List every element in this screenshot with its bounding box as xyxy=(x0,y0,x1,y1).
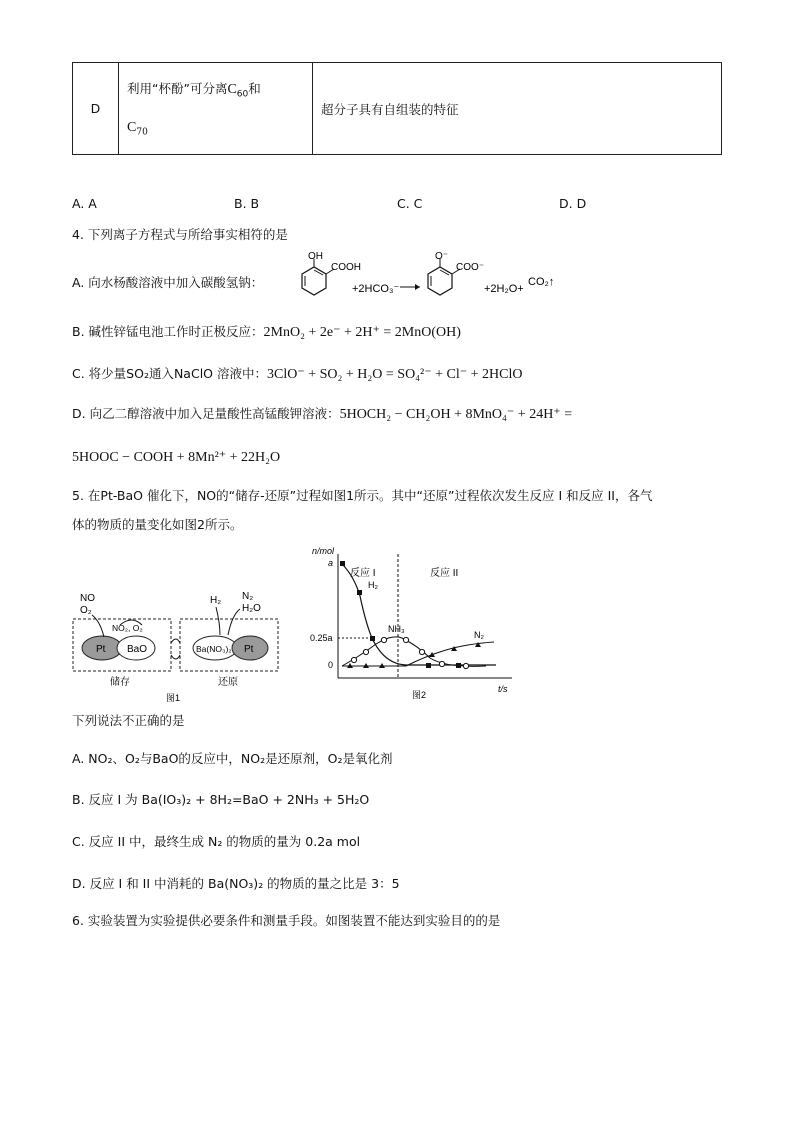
h2o-label: H₂O xyxy=(242,603,261,614)
cycle-arrow-bottom xyxy=(171,655,180,659)
tick-a: a xyxy=(328,558,334,568)
x-axis-label: t/s xyxy=(498,684,508,694)
no2-o2-label: NO₂, O₂ xyxy=(112,623,143,633)
reaction-1-label: 反应 I xyxy=(350,568,376,579)
row-left-line2 xyxy=(127,118,311,138)
nh3-point xyxy=(439,661,444,666)
nh3-curve-label: NH₃ xyxy=(388,624,405,634)
h2-point xyxy=(340,561,345,566)
figure-2-caption: 图2 xyxy=(412,690,427,700)
q3-option-a: A. A xyxy=(72,196,97,211)
tick-quarter-a: 0.25a xyxy=(310,633,333,643)
row-right-cell xyxy=(313,63,722,155)
pt-label-left: Pt xyxy=(96,644,106,655)
plus-h2o: +2H₂O+ xyxy=(484,283,524,295)
reaction-arrow-head xyxy=(415,284,420,290)
figure-1 xyxy=(70,585,282,705)
q5-prompt: 下列说法不正确的是 xyxy=(72,713,185,728)
h2-point xyxy=(426,663,431,668)
coo-minus-label: COO⁻ xyxy=(456,262,485,273)
q5-option-c: C. 反应 II 中，最终生成 N₂ 的物质的量为 0.2a mol xyxy=(72,834,361,849)
q4-stem: 4. 下列离子方程式与所给事实相符的是 xyxy=(72,227,288,242)
reaction-2-label: 反应 II xyxy=(430,568,459,579)
c70-sub: 70 xyxy=(136,127,148,138)
store-arrow xyxy=(92,615,104,637)
row-left-text: 利用“杯酚”可分离 xyxy=(127,81,228,96)
q4-b-prefix: B. 碱性锌锰电池工作时正极反应： xyxy=(72,324,264,339)
reduce-arrow xyxy=(216,607,220,635)
h2-curve-label: H₂ xyxy=(368,580,378,590)
reduce-arrow-2 xyxy=(228,609,240,635)
pt-label-right: Pt xyxy=(244,644,254,655)
q4-c-prefix: C. 将少量SO₂通入NaClO 溶液中： xyxy=(72,366,267,381)
salicylate-structure xyxy=(428,252,484,295)
reduce-label: 还原 xyxy=(218,677,238,688)
q4-d xyxy=(72,405,572,424)
q6-stem: 6. 实验装置为实验提供必要条件和测量手段。如图装置不能达到实验目的的是 xyxy=(72,913,501,928)
q5-option-a: A. NO₂、O₂与BaO的反应中，NO₂是还原剂，O₂是氧化剂 xyxy=(72,751,393,766)
tick-zero: 0 xyxy=(328,660,334,670)
h2-label: H₂ xyxy=(210,595,222,606)
nh3-point xyxy=(363,649,368,654)
q5-stem-2: 体的物质的量变化如图2所示。 xyxy=(72,517,243,532)
row-label xyxy=(73,63,119,155)
q3-option-c: C. C xyxy=(397,196,423,211)
c70: C xyxy=(127,120,137,135)
row-right-text: 超分子具有自组装的特征 xyxy=(321,101,459,117)
and-text: 和 xyxy=(248,81,261,96)
oh-label: OH xyxy=(308,252,323,262)
n2-point xyxy=(475,642,481,647)
q4-b xyxy=(72,323,461,342)
nh3-point xyxy=(381,637,386,642)
o2-label: O₂ xyxy=(80,605,92,616)
q4-d-equation-2: 5HOOC − COOH + 8Mn²⁺ + 22H₂O xyxy=(72,450,281,465)
bano3-label: Ba(NO₃)₂ xyxy=(196,644,232,654)
q4-a-prefix: A. 向水杨酸溶液中加入碳酸氢钠： xyxy=(72,275,264,290)
row-label-text: D xyxy=(90,100,101,116)
q4-d-prefix: D. 向乙二醇溶液中加入足量酸性高锰酸钾溶液： xyxy=(72,406,340,421)
nh3-point xyxy=(403,637,408,642)
row-left-line1 xyxy=(127,79,311,100)
nh3-point xyxy=(419,649,424,654)
c60-sub: 60 xyxy=(236,89,249,100)
o-minus-label: O⁻ xyxy=(435,252,449,262)
salicylic-equation xyxy=(284,252,604,304)
y-axis-label: n/mol xyxy=(312,546,335,556)
no-label: NO xyxy=(80,593,95,604)
nh3-point xyxy=(351,657,356,662)
nh3-point xyxy=(463,663,468,668)
q5-stem-1: 5. 在Pt-BaO 催化下，NO的“储存-还原”过程如图1所示。其中“还原”过程依次发生反应 I 和反应 II，各气 xyxy=(72,488,653,503)
options-table xyxy=(72,62,722,155)
n2-curve-label: N₂ xyxy=(474,630,484,640)
q3-option-d: D. D xyxy=(559,196,587,211)
row-left-cell xyxy=(119,63,313,155)
q4-d-equation-1: 5HOCH₂ − CH₂OH + 8MnO₄⁻ + 24H⁺ = xyxy=(339,407,573,422)
q4-c xyxy=(72,365,523,384)
figure-1-caption: 图1 xyxy=(166,693,181,703)
n2-label: N₂ xyxy=(242,591,254,602)
q4-b-equation: 2MnO₂ + 2e⁻ + 2H⁺ = 2MnO(OH) xyxy=(263,325,461,340)
cooh-label: COOH xyxy=(331,262,361,273)
bao-label: BaO xyxy=(127,644,148,655)
c60: C xyxy=(227,82,237,97)
figure-2 xyxy=(306,546,522,704)
h2-point xyxy=(357,590,362,595)
q3-option-b: B. B xyxy=(234,196,260,211)
plus-hco3: +2HCO₃⁻ xyxy=(352,283,400,295)
q5-option-d: D. 反应 I 和 II 中消耗的 Ba(NO₃)₂ 的物质的量之比是 3：5 xyxy=(72,876,400,891)
q4-c-equation: 3ClO⁻ + SO₂ + H₂O = SO₄²⁻ + Cl⁻ + 2HClO xyxy=(266,367,523,382)
store-label: 储存 xyxy=(110,677,130,688)
co2-up: CO₂↑ xyxy=(528,276,555,288)
table-row xyxy=(73,63,722,155)
q5-option-b: B. 反应 I 为 Ba(IO₃)₂ + 8H₂=BaO + 2NH₃ + 5H₂O xyxy=(72,792,370,807)
cycle-arrow-top xyxy=(171,639,180,643)
n2-point xyxy=(429,652,435,657)
h2-point xyxy=(370,636,375,641)
